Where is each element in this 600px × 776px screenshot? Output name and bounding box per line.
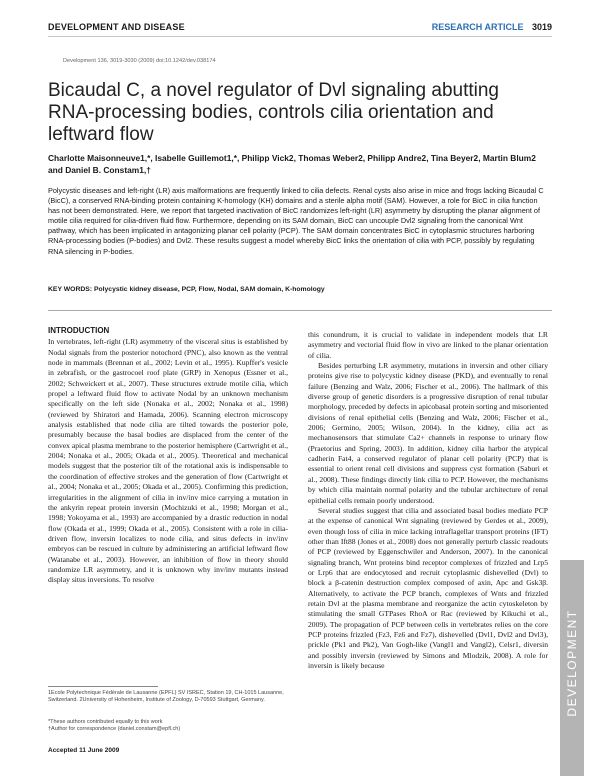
side-tab-label: DEVELOPMENT <box>565 609 579 717</box>
intro-paragraph-3: Several studies suggest that cilia and associated basal bodies mediate PCP at the expense of canonical Wnt signaling (reviewed by Gerdes et al., 2009), even though loss of cilia in mice lacking intraflagellar transport proteins (IFT) other than Ift88 (Jones et al., 2008) does not generally perturb classic readouts of PCP (reviewed by Eggenschwiler and Anderson, 2007). In the canonical signaling branch, Wnt proteins bind receptor complexes of frizzled and Lrp5 or Lrp6 that are endocytosed and recruit cytoplasmic dishevelled (Dvl) to block a β-catenin destruction complex composed of axin, Apc and Gsk3β. Alternatively, to activate the PCP branch, complexes of Wnts and frizzled retain Dvl at the plasma membrane and reorganize the actin cytoskeleton by stimulating the small GTPases RhoA or Rac (reviewed by Kikuchi et al., 2009). The propagation of PCP between cells in vertebrates relies on the core PCP proteins frizzled (Fz3, Fz6 and Fz7), dishevelled (Dvl1, Dvl2 and Dvl3), prickle (Pk1 and Pk2), Van Gogh-like (Vangl1 and Vangl2), Celsr1, diversin and possibly inversin (reviewed by Simons and Mlodzik, 2008). A role for inversin is likely because <box>308 505 548 670</box>
journal-section: DEVELOPMENT AND DISEASE <box>48 22 185 32</box>
citation-line: Development 136, 3019-3030 (2009) doi:10.1242/dev.038174 <box>63 58 216 64</box>
intro-paragraph-1-continued: this conundrum, it is crucial to validate in independent models that LR asymmetry and vectorial fluid flow in vivo are linked to the planar orientation of cilia. <box>308 330 548 360</box>
accepted-date: Accepted 11 June 2009 <box>48 747 120 754</box>
header-right <box>432 22 552 32</box>
affiliations-footnote: 1Ecole Polytechnique Fédérale de Lausanne (EPFL) SV ISREC, Station 19, CH-1015 Lausanne, Switzerland. 2University of Hohenheim, Institute of Zoology, D-70593 Stuttgart, Germany. <box>48 690 284 703</box>
right-column <box>308 330 548 671</box>
author-list: Charlotte Maisonneuve1,*, Isabelle Guillemot1,*, Philipp Vick2, Thomas Weber2, Philipp Andre2, Tina Beyer2, Martin Blum2 and Daniel B. Constam1,† <box>48 153 536 175</box>
keywords-divider <box>48 310 552 311</box>
author-notes <box>48 719 288 733</box>
article-type: RESEARCH ARTICLE <box>431 22 524 32</box>
article-title: Bicaudal C, a novel regulator of Dvl signaling abutting RNA-processing bodies, controls cilia orientation and leftward flow <box>48 80 499 145</box>
footnote-divider <box>48 686 158 687</box>
header-divider <box>48 36 552 37</box>
left-column <box>48 326 288 586</box>
section-heading-introduction: INTRODUCTION <box>48 326 110 335</box>
abstract: Polycystic diseases and left-right (LR) axis malformations are frequently linked to cilia defects. Renal cysts also arise in mice and frogs lacking Bicaudal C (BicC), a conserved RNA-binding protein containing K-homology (KH) domains and a sterile alpha motif (SAM). However, a role for BicC in cilia function has not been demonstrated. Here, we report that targeted inactivation of BicC randomizes left-right (LR) asymmetry by disrupting the planar alignment of motile cilia required for cilia-driven fluid flow. Furthermore, depending on its SAM domain, BicC can uncouple Dvl2 signaling from the canonical Wnt pathway, which has been implicated in antagonizing planar cell polarity (PCP). The SAM domain concentrates BicC in cytoplasmic structures harboring RNA-processing bodies (P-bodies) and Dvl2. These results suggest a model whereby BicC links the orientation of cilia with PCP, possibly by regulating RNA silencing in P-bodies. <box>48 186 544 256</box>
keywords: KEY WORDS: Polycystic kidney disease, PCP, Flow, Nodal, SAM domain, K-homology <box>48 286 325 293</box>
journal-side-tab <box>560 560 584 776</box>
intro-paragraph-1: In vertebrates, left-right (LR) asymmetry of the visceral situs is established by Nodal signals from the posterior notochord (PNC), also known as the ventral node in mammals (Brennan et al., 2002; Levin et al., 1995). Kupffer's vesicle in zebrafish, or the gastrocoel roof plate (GRP) in Xenopus (Essner et al., 2002; Schweickert et al., 2007). These structures extrude motile cilia, which propel a leftward fluid flow to activate Nodal by an unknown mechanism specifically on the left side (Nonaka et al., 2002; Nonaka et al., 1998) (reviewed by Shiratori and Hamada, 2006). Scanning electron microscopy analysis established that node cilia are tilted towards the posterior pole, presumably because the basal bodies are displaced from the center of the convex apical plasma membrane to the posterior hemisphere (Cartwright et al., 2004; Nonaka et al., 2005; Okada et al., 2005). Theoretical and mechanical models suggest that the posterior tilt of the rotational axis is indispensable to the coordination of effective strokes and the generation of flow (Cartwright et al., 2004; Nonaka et al., 2005; Okada et al., 2005). Confirming this prediction, irregularities in the alignment of cilia in inv/inv mice carrying a mutation in the ankyrin repeat protein inversin (Mochizuki et al., 1998; Morgan et al., 1998; Yokoyama et al., 1993) are accompanied by a drastic reduction in nodal flow (Okada et al., 1999; Okada et al., 2005). Consistent with a role in cilia-driven flow, inversin localizes to node cilia, and situs defects in inv/inv embryos can be rescued in culture by administering an artificial leftward flow (Watanabe et al., 2003). However, an inhibition of flow in theory should randomize LR asymmetry, and it is unknown why inv/inv mutants instead display situs inversions. To resolve <box>48 337 288 585</box>
intro-paragraph-2: Besides perturbing LR asymmetry, mutations in inversin and other ciliary proteins give rise to polycystic kidney disease (PKD), and eventually to renal failure (Benzing and Walz, 2006; Fischer et al., 2006). The hallmark of this diverse group of genetic disorders is a progressive disruption of renal tubular morphology, preceded by defects in apicobasal protein sorting and misoriented divisions of renal epithelial cells (Benzing and Walz, 2006; Fischer et al., 2006; Germino, 2005; Wilson, 2004). In the kidney, cilia act as mechanosensors that stimulate Ca2+ channels in response to urinary flow (Praetorius and Spring, 2003). In addition, kidney cilia harbor the atypical cadherin Fat4, a conserved regulator of planar cell polarity (PCP) that is essential to orient renal cell divisions and suppress cyst formation (Saburi et al., 2008). These findings directly link cilia to PCP. However, the mechanisms by which cilia maintain normal polarity and the tubular architecture of renal epithelial cells remain poorly understood. <box>308 361 548 505</box>
correspondence-note: †Author for correspondence (daniel.constam@epfl.ch) <box>48 726 181 732</box>
equal-contribution-note: *These authors contributed equally to this work <box>48 719 163 725</box>
page-number: 3019 <box>531 22 552 32</box>
